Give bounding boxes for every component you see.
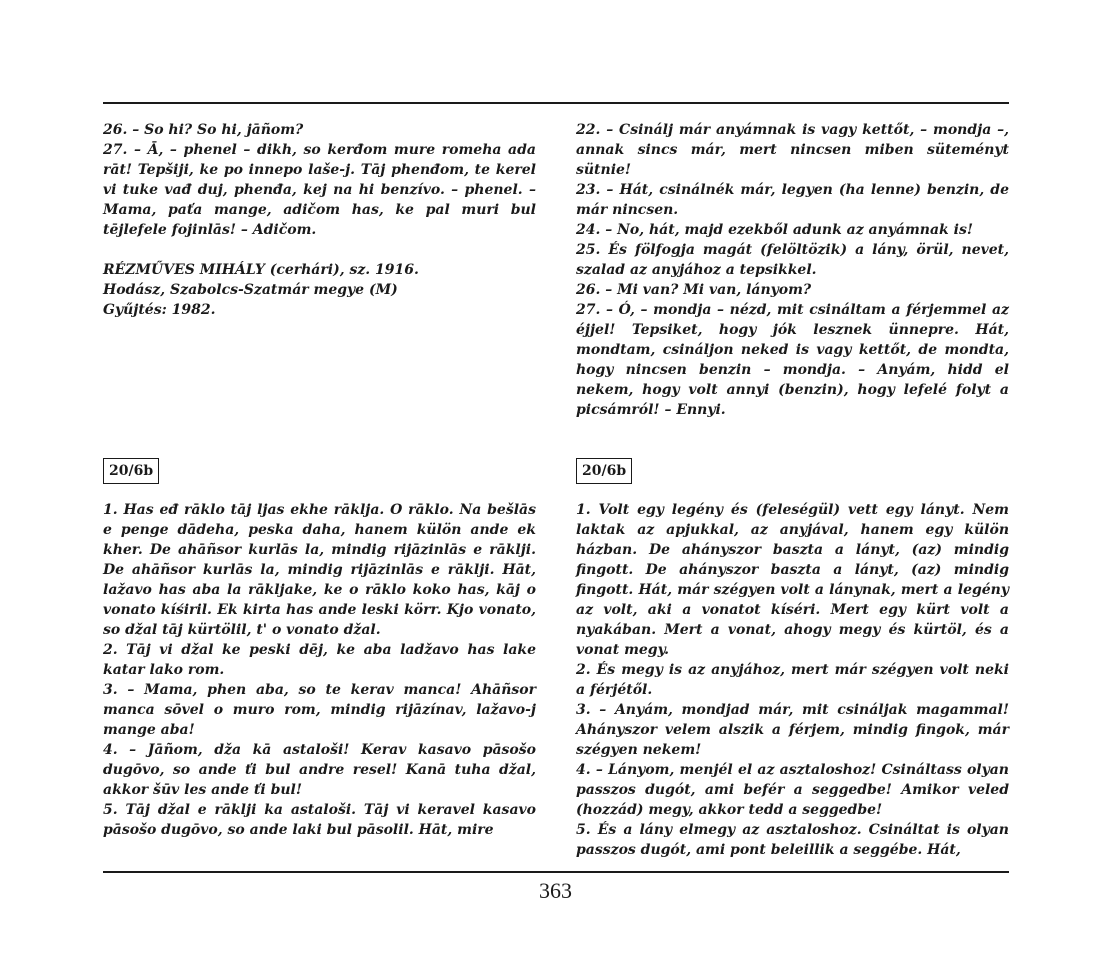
paragraph: 5. Tāj džal e rāklji ka astaloši. Tāj vi keravel kasavo pāsošo dugōvo, so ande laki bul pāsolil. Hāt, mire: [103, 802, 536, 838]
left-bottom-column: [103, 500, 536, 840]
paragraph: 1. Has eđ rāklo tāj ljas ekhe rāklja. O rāklo. Na bešlās e penge dādeha, peska daha, hanem külön ande ek kher. De ahāñsor kurlās la, mindig rijāzinlās e rāklji. De ahāñsor kurlās la, mindig rijāzinlās e rāklji. Hāt, lažavo has aba la rākljake, ke o rāklo koko has, kāj o vonato kíśiril. Ek kirta has ande leski körr. Kjo vonato, so džal tāj kürtölil, t' o vonato džal.: [103, 502, 536, 638]
paragraph: 3. – Anyám, mondjad már, mit csináljak magammal! Ahányszor velem alszik a férjem, mindig fingok, már szégyen nekem!: [576, 702, 1009, 758]
paragraph: 4. – Jāñom, dža kā astaloši! Kerav kasavo pāsošo dugōvo, so ande ťi bul andre resel! Kanā tuha džal, akkor šūv les ande ťi bul!: [103, 742, 536, 798]
paragraph: 27. – Ā, – phenel – dikh, so kerđom mure romeha ada rāt! Tepšiji, ke po innepo laše-j. Tāj phenđom, te kerel vi tuke vađ duj, phenđa, kej na hi benzívo. – phenel. – Mama, paťa mange, adičom has, ke pal muri bul tējlefele fojinlās! – Adičom.: [103, 142, 536, 238]
right-bottom-column: [576, 500, 1009, 860]
paragraph: 26. – So hi? So hi, jāñom?: [103, 122, 304, 138]
credit-line: Gyűjtés: 1982.: [103, 302, 216, 318]
paragraph: 24. – No, hát, majd ezekből adunk az anyámnak is!: [576, 222, 973, 238]
paragraph: 1. Volt egy legény és (feleségül) vett egy lányt. Nem laktak az apjukkal, az anyjával, hanem egy külön házban. De ahányszor baszta a lányt, (az) mindig fingott. De ahányszor baszta a lányt, (az) mindig fingott. Hát, már szégyen volt a lánynak, mert a legény az volt, aki a vonatot kíséri. Mert egy kürt volt a nyakában. Mert a vonat, ahogy megy és kürtöl, és a vonat megy.: [576, 502, 1009, 658]
page-number: 363: [539, 878, 572, 903]
paragraph: 2. Tāj vi džal ke peski dēj, ke aba ladžavo has lake katar lako rom.: [103, 642, 536, 678]
right-top-column: [576, 120, 1009, 420]
paragraph: 25. És fölfogja magát (felöltözik) a lány, örül, nevet, szalad az anyjához a tepsikkel.: [576, 242, 1009, 278]
paragraph: 23. – Hát, csinálnék már, legyen (ha lenne) benzin, de már nincsen.: [576, 182, 1009, 218]
paragraph: 4. – Lányom, menjél el az asztaloshoz! Csináltass olyan passzos dugót, ami befér a seggedbe! Amikor veled (hozzád) megy, akkor tedd a seggedbe!: [576, 762, 1009, 818]
top-rule: [103, 102, 1009, 104]
left-top-column: [103, 120, 536, 320]
paragraph: 3. – Mama, phen aba, so te kerav manca! Ahāñsor manca sōvel o muro rom, mindig rijāzínav, lažavo-j mange aba!: [103, 682, 536, 738]
paragraph: 5. És a lány elmegy az asztaloshoz. Csináltat is olyan passzos dugót, ami pont beleillik a seggébe. Hát,: [576, 822, 1009, 858]
credit-line: RÉZMŰVES MIHÁLY (cerhári), sz. 1916.: [103, 262, 419, 278]
bottom-rule: [103, 871, 1009, 873]
story-number-box: 20/6b: [576, 458, 632, 484]
credit-line: Hodász, Szabolcs-Szatmár megye (M): [103, 282, 398, 298]
story-number-box: 20/6b: [103, 458, 159, 484]
paragraph: 2. És megy is az anyjához, mert már szégyen volt neki a férjétől.: [576, 662, 1009, 698]
paragraph: 22. – Csinálj már anyámnak is vagy kettőt, – mondja –, annak sincs már, mert nincsen miben süteményt sütnie!: [576, 122, 1009, 178]
paragraph: 27. – Ó, – mondja – nézd, mit csináltam a férjemmel az éjjel! Tepsiket, hogy jók lesznek ünnepre. Hát, mondtam, csináljon neked is vagy kettőt, de mondta, hogy nincsen benzin – mondja. – Anyám, hidd el nekem, hogy volt annyi (benzin), hogy lefelé folyt a picsámról! – Ennyi.: [576, 302, 1009, 418]
paragraph: 26. – Mi van? Mi van, lányom?: [576, 282, 812, 298]
